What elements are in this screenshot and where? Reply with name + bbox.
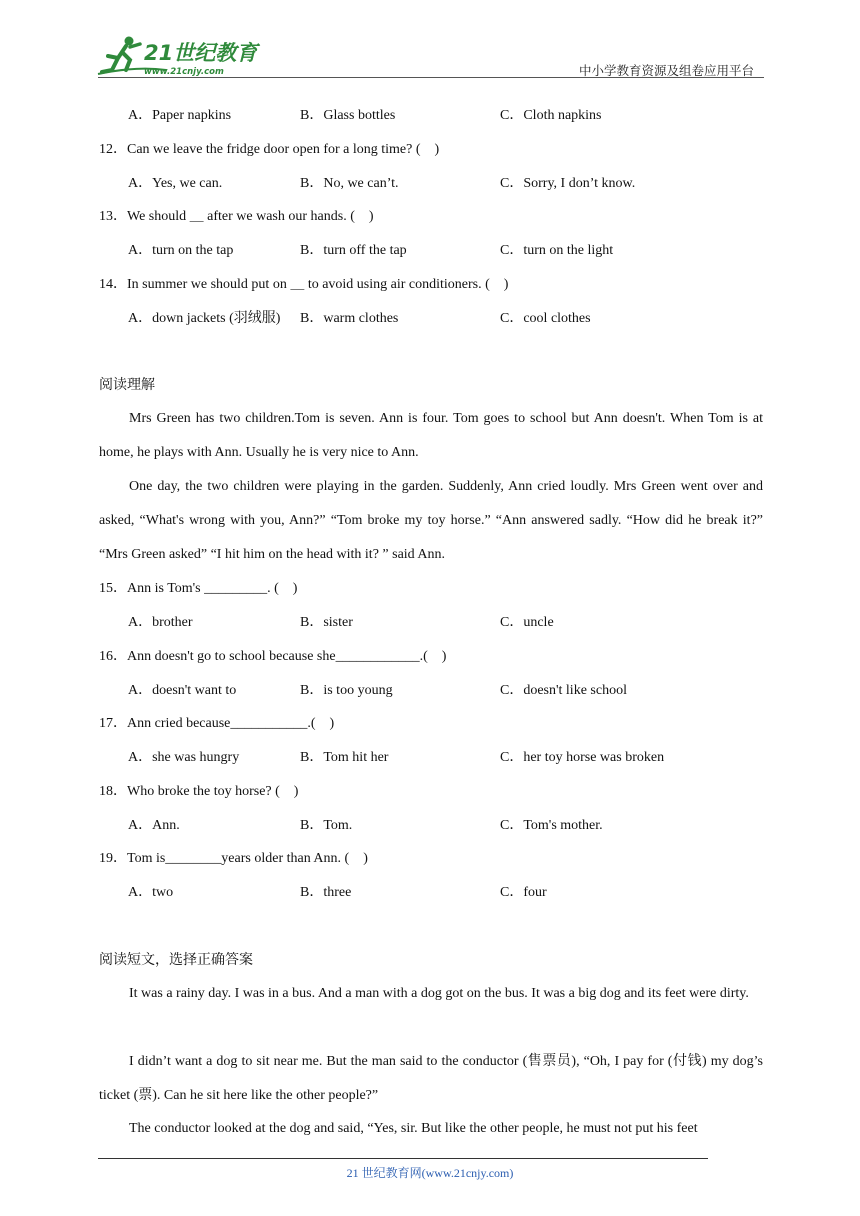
- passage-1-paragraph-1: Mrs Green has two children.Tom is seven. Ann is four. Tom goes to school but Ann doesn't. When Tom is at home, he plays with Ann. Usually he is very nice to Ann.: [99, 411, 763, 460]
- q12-option-a[interactable]: A．Yes, we can.: [128, 176, 223, 191]
- question-14-stem: 14．In summer we should put on ＿ to avoid using air conditioners. ( ): [99, 277, 509, 292]
- q18-option-b[interactable]: B．Tom.: [300, 818, 353, 833]
- q19-option-a[interactable]: A．two: [128, 885, 174, 900]
- q13-option-c[interactable]: C．turn on the light: [500, 243, 614, 258]
- question-13-stem: 13．We should ＿ after we wash our hands. ( ): [99, 209, 374, 224]
- logo-url: www.21cnjy.com: [144, 67, 224, 77]
- question-15-stem: 15．Ann is Tom's _________. ( ): [99, 581, 298, 596]
- header-divider: [98, 77, 764, 78]
- question-19-stem: 19．Tom is________years older than Ann. ( ): [99, 851, 368, 866]
- q18-option-c[interactable]: C．Tom's mother.: [500, 818, 603, 833]
- q16-option-b[interactable]: B．is too young: [300, 683, 393, 698]
- q19-option-c[interactable]: C．four: [500, 885, 547, 900]
- footer-link[interactable]: 21 世纪教育网(www.21cnjy.com): [346, 1166, 514, 1180]
- q15-option-c[interactable]: C．uncle: [500, 615, 554, 630]
- q16-option-a[interactable]: A．doesn't want to: [128, 683, 237, 698]
- question-17-stem: 17．Ann cried because___________.( ): [99, 716, 335, 731]
- q14-option-c[interactable]: C．cool clothes: [500, 311, 591, 326]
- q11-option-c[interactable]: C．Cloth napkins: [500, 108, 602, 123]
- passage-1-paragraph-2: One day, the two children were playing in the garden. Suddenly, Ann cried loudly. Mrs Green went over and asked, “What's wrong with you, Ann?” “Tom broke my toy horse.” “Ann answered sadly. “How did he break it?” “Mrs Green asked” “I hit him on the head with it? ” said Ann.: [99, 479, 763, 562]
- q15-option-b[interactable]: B．sister: [300, 615, 353, 630]
- q17-option-c[interactable]: C．her toy horse was broken: [500, 750, 665, 765]
- passage-2-paragraph-1: It was a rainy day. I was in a bus. And a man with a dog got on the bus. It was a big dog and its feet were dirty.: [129, 986, 749, 1001]
- q15-option-a[interactable]: A．brother: [128, 615, 193, 630]
- q13-option-a[interactable]: A．turn on the tap: [128, 243, 234, 258]
- q12-option-c[interactable]: C．Sorry, I don’t know.: [500, 176, 636, 191]
- q12-option-b[interactable]: B．No, we can’t.: [300, 176, 399, 191]
- q18-option-a[interactable]: A．Ann.: [128, 818, 180, 833]
- section-reading-short-passage-title: 阅读短文，选择正确答案: [99, 953, 253, 968]
- q16-option-c[interactable]: C．doesn't like school: [500, 683, 627, 698]
- logo-text: 21世纪教育: [144, 41, 258, 65]
- q17-option-a[interactable]: A．she was hungry: [128, 750, 240, 765]
- site-logo: [96, 34, 266, 78]
- passage-2-paragraph-3: The conductor looked at the dog and said, “Yes, sir. But like the other people, he must not put his feet: [129, 1121, 698, 1136]
- question-12-stem: 12．Can we leave the fridge door open for a long time? ( ): [99, 142, 440, 157]
- question-16-stem: 16．Ann doesn't go to school because she____________.( ): [99, 649, 447, 664]
- question-18-stem: 18．Who broke the toy horse? ( ): [99, 784, 299, 799]
- section-reading-comprehension-title: 阅读理解: [99, 378, 155, 393]
- q11-option-a[interactable]: A．Paper napkins: [128, 108, 232, 123]
- q13-option-b[interactable]: B．turn off the tap: [300, 243, 407, 258]
- q11-option-b[interactable]: B．Glass bottles: [300, 108, 396, 123]
- q17-option-b[interactable]: B．Tom hit her: [300, 750, 389, 765]
- footer-divider: [98, 1158, 708, 1159]
- header-platform-text: 中小学教育资源及组卷应用平台: [578, 64, 754, 78]
- q14-option-b[interactable]: B．warm clothes: [300, 311, 399, 326]
- q19-option-b[interactable]: B．three: [300, 885, 352, 900]
- passage-2-paragraph-2: I didn’t want a dog to sit near me. But the man said to the conductor (售票员), “Oh, I pay for (付钱) my dog’s ticket (票). Can he sit here like the other people?”: [99, 1054, 763, 1103]
- q14-option-a[interactable]: A．down jackets (羽绒服): [128, 311, 281, 326]
